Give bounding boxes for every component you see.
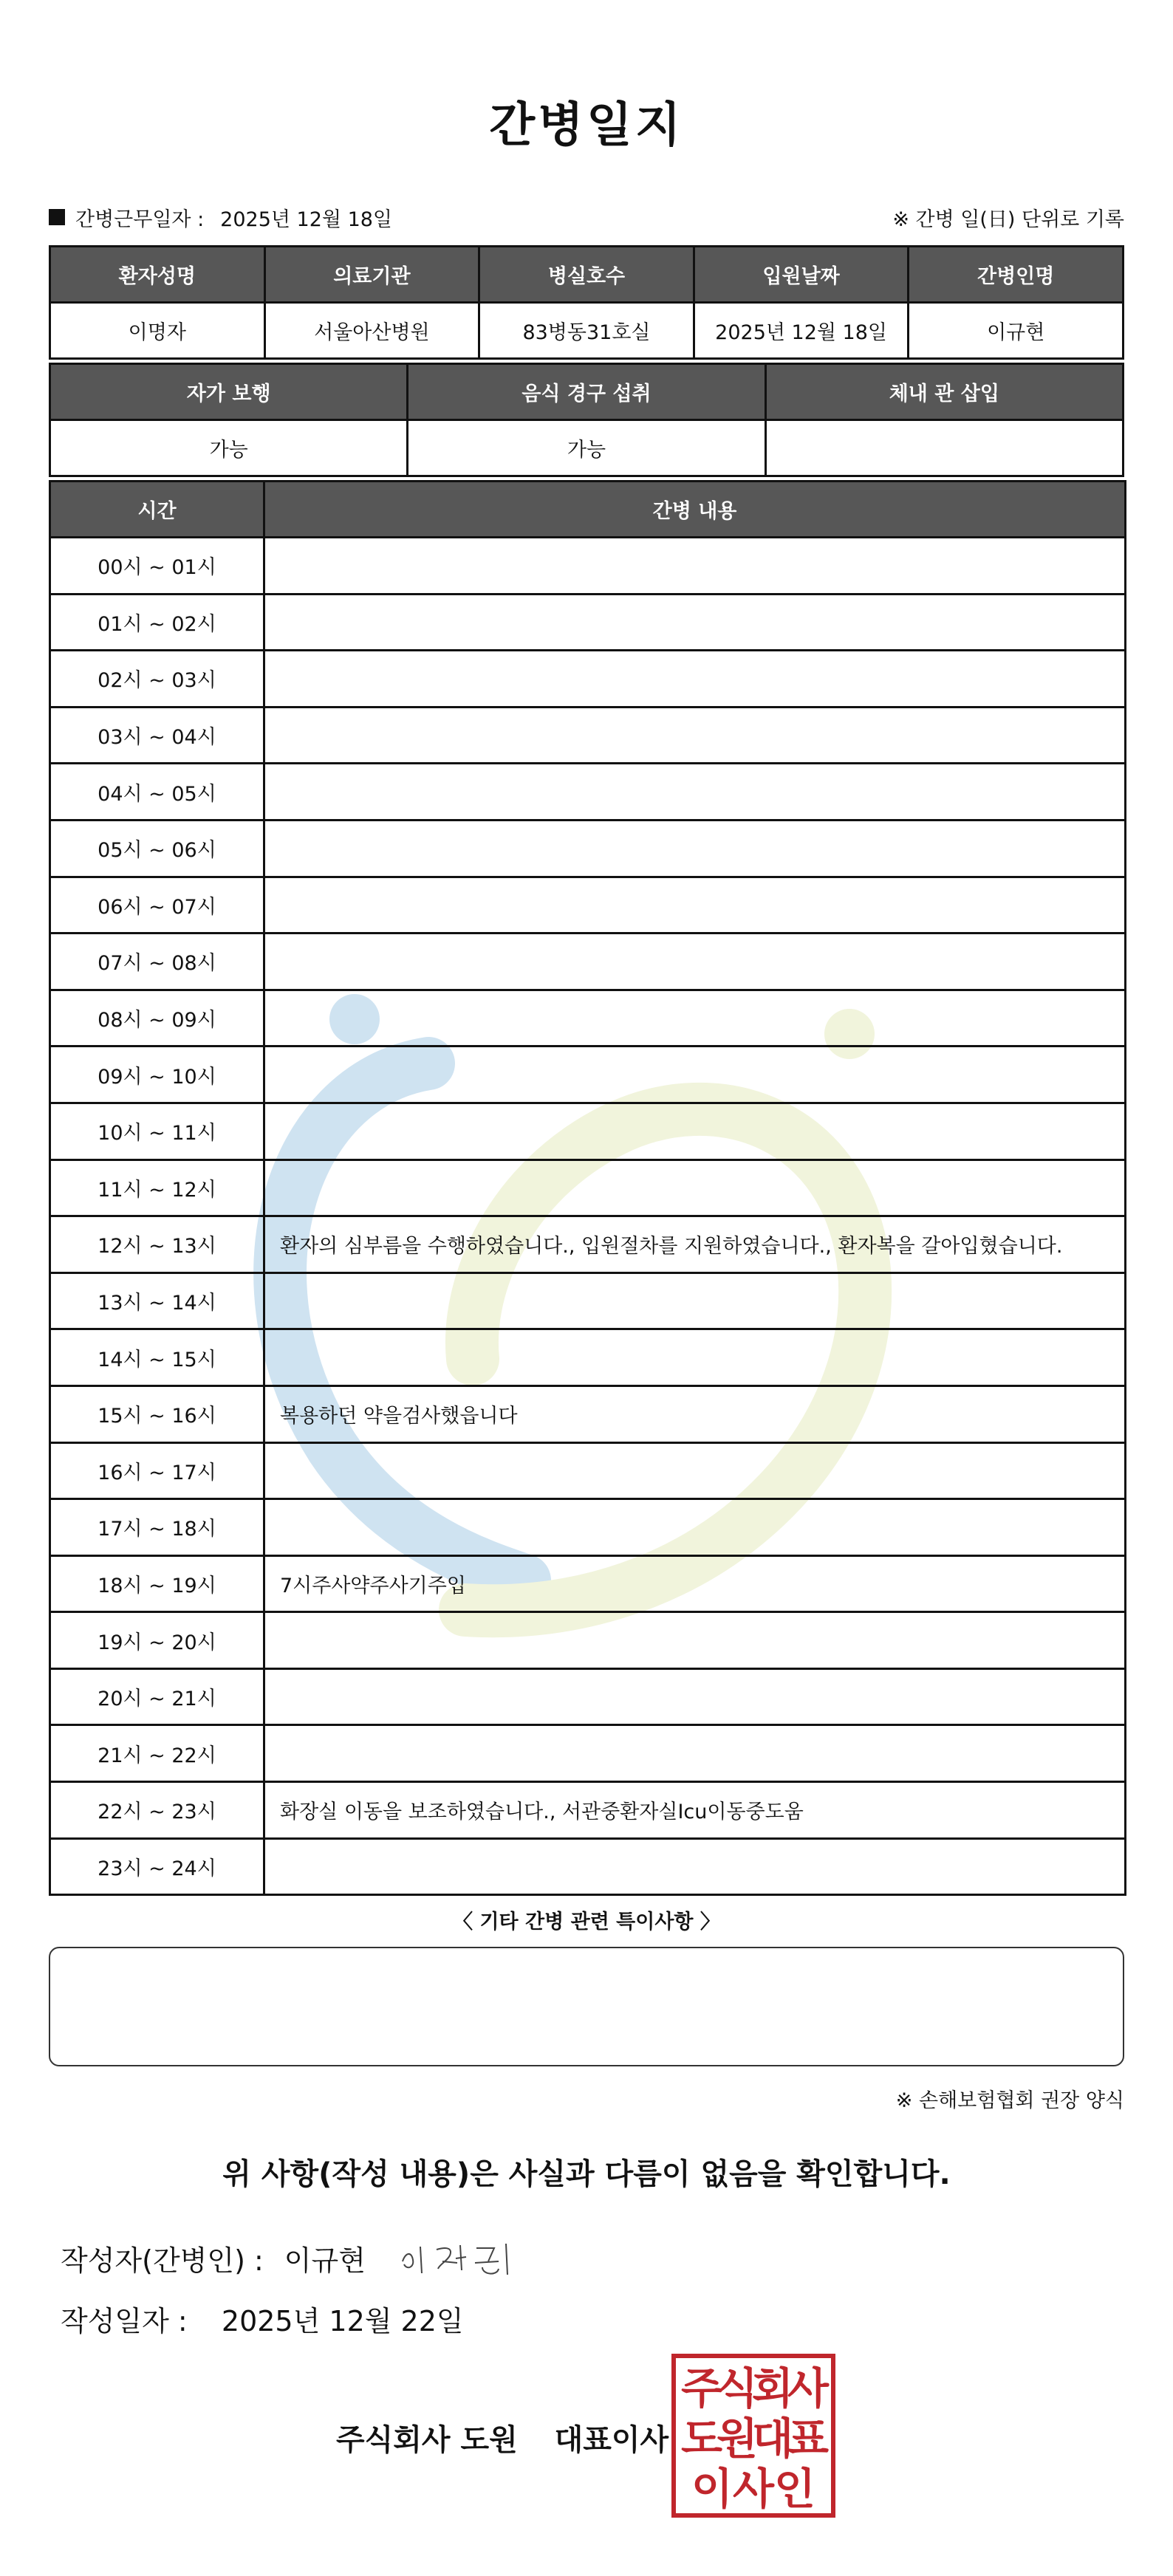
patient-info-header-row [50,247,1124,303]
log-content: 7시주사약주사기주입 [264,1555,1126,1612]
writer-label: 작성자(간병인) : [61,2244,264,2277]
log-content: 화장실 이동을 보조하였습니다., 서관중환자실Icu이동중도움 [264,1782,1126,1839]
log-row [50,1725,1126,1782]
log-row [50,820,1126,877]
log-row [50,1385,1126,1442]
form-source-note: ※ 손해보험협회 권장 양식 [895,2089,1124,2112]
log-header-row [50,482,1126,538]
svg-text:주: 주 [680,2363,723,2414]
svg-text:식: 식 [716,2363,759,2414]
log-time: 21시 ~ 22시 [50,1725,264,1782]
condition-value-row [50,420,1124,476]
log-row [50,1499,1126,1556]
written-date-label: 작성일자 : [61,2305,188,2337]
log-content [264,877,1126,934]
log-time: 05시 ~ 06시 [50,820,264,877]
log-body [50,538,1126,1895]
log-content: 복용하던 약을검사했읍니다 [264,1385,1126,1442]
patient-info-table [49,245,1124,360]
log-time: 12시 ~ 13시 [50,1216,264,1273]
header-patient-name: 환자성명 [50,247,265,303]
log-time: 19시 ~ 20시 [50,1612,264,1669]
log-time: 08시 ~ 09시 [50,990,264,1046]
svg-text:도: 도 [680,2414,723,2464]
log-row [50,1216,1126,1273]
log-content [264,1103,1126,1159]
log-content [264,820,1126,877]
log-row [50,877,1126,934]
header-tube-insertion: 체내 관 삽입 [765,364,1123,420]
log-time: 10시 ~ 11시 [50,1103,264,1159]
log-content [264,1159,1126,1216]
header-admission-date: 입원날짜 [694,247,909,303]
log-content [264,1725,1126,1782]
log-row [50,1838,1126,1895]
log-time: 18시 ~ 19시 [50,1555,264,1612]
log-row [50,651,1126,708]
other-notes-content [50,1948,1123,1978]
log-row [50,538,1126,595]
writer-line [61,2232,528,2284]
header-oral-intake: 음식 경구 섭취 [408,364,765,420]
work-date-label: 간병근무일자 : [75,208,205,231]
log-row [50,1668,1126,1725]
log-time: 02시 ~ 03시 [50,651,264,708]
admission-date: 2025년 12월 18일 [694,303,909,359]
log-content [264,1668,1126,1725]
hospital-name: 서울아산병원 [264,303,479,359]
written-date-value: 2025년 12월 22일 [221,2305,464,2337]
unit-note: ※ 간병 일(日) 단위로 기록 [892,208,1124,231]
walking-value: 가능 [50,420,408,476]
svg-text:이: 이 [691,2464,733,2514]
square-bullet-icon [49,209,65,225]
company-signature-line [336,2416,668,2459]
svg-text:사: 사 [732,2464,775,2514]
svg-text:인: 인 [773,2464,816,2514]
patient-condition-table [49,363,1124,477]
log-time: 09시 ~ 10시 [50,1046,264,1103]
log-row [50,1159,1126,1216]
svg-text:사: 사 [787,2363,830,2414]
log-time: 00시 ~ 01시 [50,538,264,595]
log-row [50,764,1126,821]
log-row [50,594,1126,651]
log-row [50,1046,1126,1103]
log-content [264,990,1126,1046]
work-date [49,203,392,232]
log-time: 20시 ~ 21시 [50,1668,264,1725]
written-date-line [61,2298,464,2339]
log-time: 22시 ~ 23시 [50,1782,264,1839]
log-content [264,1329,1126,1386]
log-content [264,1499,1126,1556]
log-time: 16시 ~ 17시 [50,1442,264,1499]
log-content [264,651,1126,708]
log-time: 01시 ~ 02시 [50,594,264,651]
room-number: 83병동31호실 [479,303,694,359]
log-row [50,1555,1126,1612]
header-care-content: 간병 내용 [264,482,1126,538]
header-walking: 자가 보행 [50,364,408,420]
header-caregiver-name: 간병인명 [909,247,1124,303]
log-content [264,1272,1126,1329]
oral-intake-value: 가능 [408,420,765,476]
log-time: 11시 ~ 12시 [50,1159,264,1216]
log-row [50,1612,1126,1669]
log-content [264,1612,1126,1669]
log-row [50,990,1126,1046]
log-row [50,934,1126,990]
svg-text:회: 회 [751,2363,794,2414]
log-content [264,594,1126,651]
condition-header-row [50,364,1124,420]
log-row [50,1442,1126,1499]
patient-info-value-row [50,303,1124,359]
log-time: 07시 ~ 08시 [50,934,264,990]
work-date-value: 2025년 12월 18일 [220,208,393,231]
svg-text:표: 표 [787,2414,830,2464]
patient-name: 이명자 [50,303,265,359]
log-row [50,1329,1126,1386]
log-content: 환자의 심부름을 수행하였습니다., 입원절차를 지원하였습니다., 환자복을 갈아입혔습니다. [264,1216,1126,1273]
other-notes-title: 〈 기타 간병 관련 특이사항 〉 [453,1911,720,1933]
log-content [264,764,1126,821]
header-room: 병실호수 [479,247,694,303]
log-time: 13시 ~ 14시 [50,1272,264,1329]
caregiver-name: 이규현 [909,303,1124,359]
log-content [264,1442,1126,1499]
log-time: 23시 ~ 24시 [50,1838,264,1895]
log-content [264,1046,1126,1103]
log-row [50,1272,1126,1329]
meta-row [49,202,1124,232]
log-row [50,1103,1126,1159]
log-time: 17시 ~ 18시 [50,1499,264,1556]
handwritten-signature-icon [395,2232,528,2284]
company-name: 주식회사 도원 [336,2423,518,2457]
header-hospital: 의료기관 [264,247,479,303]
company-title: 대표이사 [554,2423,669,2457]
log-row [50,1782,1126,1839]
confirmation-statement: 위 사항(작성 내용)은 사실과 다름이 없음을 확인합니다. [222,2157,951,2191]
log-content [264,538,1126,595]
hourly-log-table [49,480,1126,1896]
log-content [264,707,1126,764]
document-title: 간병일지 [489,98,684,153]
other-notes-box [49,1947,1124,2066]
writer-name: 이규현 [284,2244,366,2277]
svg-text:대: 대 [751,2414,794,2464]
log-time: 03시 ~ 04시 [50,707,264,764]
tube-insertion-value [765,420,1123,476]
svg-text:원: 원 [716,2414,759,2464]
log-time: 06시 ~ 07시 [50,877,264,934]
log-time: 14시 ~ 15시 [50,1329,264,1386]
log-time: 15시 ~ 16시 [50,1385,264,1442]
company-seal-icon [671,2353,836,2518]
log-time: 04시 ~ 05시 [50,764,264,821]
log-content [264,934,1126,990]
log-content [264,1838,1126,1895]
log-row [50,707,1126,764]
header-time: 시간 [50,482,264,538]
